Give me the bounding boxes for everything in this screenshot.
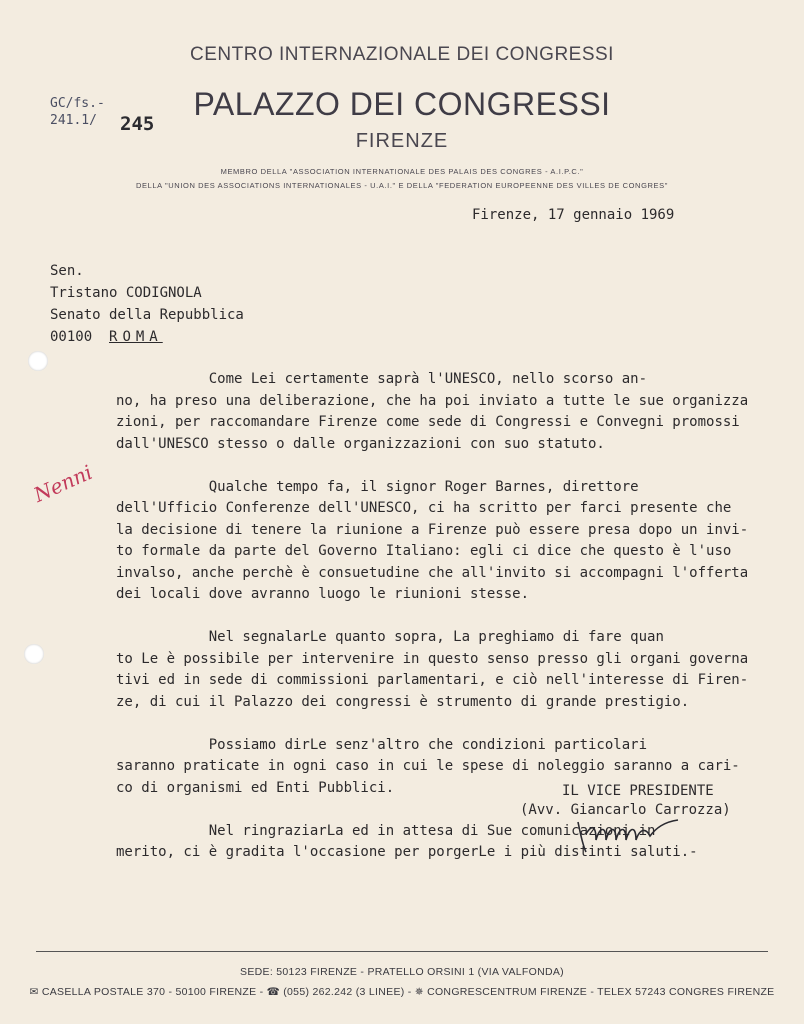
body-line: ze, di cui il Palazzo dei congressi è strumento di grande prestigio. (116, 693, 690, 710)
body-line: dell'Ufficio Conferenze dell'UNESCO, ci ha scritto per farci presente che (116, 500, 732, 516)
reference-number: 245 (120, 113, 155, 135)
body-line: to formale da parte del Governo Italiano: egli ci dice che questo è l'uso (116, 543, 732, 559)
reference-line-1: GC/fs.- (50, 96, 105, 111)
handwritten-signature (570, 812, 700, 857)
body-line: saranno praticate in ogni caso in cui le spese di noleggio saranno a cari- (116, 758, 740, 774)
body-line: Nel ringraziarLa ed in attesa di Sue comunicazioni in (116, 822, 656, 839)
reference-line-2: 241.1/ (50, 113, 97, 128)
recipient-name: Tristano CODIGNOLA (50, 285, 202, 301)
recipient-postcode: 00100 (50, 329, 93, 345)
footer-address: SEDE: 50123 FIRENZE - PRATELLO ORSINI 1 (VIA VALFONDA) (240, 966, 564, 978)
body-line: tivi ed in sede di commissioni parlamentari, e ciò nell'interesse di Firen- (116, 672, 749, 688)
venue-name: PALAZZO DEI CONGRESSI (193, 86, 611, 122)
organization-name: CENTRO INTERNAZIONALE DEI CONGRESSI (190, 44, 614, 65)
recipient-institution: Senato della Repubblica (50, 307, 244, 323)
recipient-city: ROMA (109, 329, 163, 345)
body-line: dei locali dove avranno luogo le riunioni stesse. (116, 586, 530, 602)
body-line: la decisione di tenere la riunione a Firenze può essere presa dopo un invi- (116, 521, 749, 538)
body-line: Come Lei certamente saprà l'UNESCO, nello scorso an- (116, 371, 648, 387)
body-line: Qualche tempo fa, il signor Roger Barnes, direttore (116, 478, 639, 495)
letter-date: Firenze, 17 gennaio 1969 (472, 207, 675, 223)
punch-hole-bottom (24, 644, 44, 664)
body-line: invalso, anche perchè è consuetudine che all'invito si accompagni l'offerta (116, 564, 749, 581)
body-line: no, ha preso una deliberazione, che ha poi inviato a tutte le sue organizza (116, 392, 749, 409)
body-line: to Le è possibile per intervenire in questo senso presso gli organi governa (116, 650, 749, 667)
body-line: merito, ci è gradita l'occasione per porgerLe i più distinti saluti.- (116, 844, 698, 860)
venue-city: FIRENZE (355, 130, 449, 152)
footer-contacts: ✉ CASELLA POSTALE 370 - 50100 FIRENZE - ☎ (055) 262.242 (3 LINEE) - ✵ CONGRESCENTRUM FIRENZE - TELEX 57243 CONGRES FIRENZE (29, 986, 775, 998)
footer-rule (36, 951, 768, 952)
recipient-address (50, 329, 163, 345)
body-line: zioni, per raccomandare Firenze come sede di Congressi e Convegni promossi (116, 414, 740, 430)
body-line: dall'UNESCO stesso o dalle organizzazioni con suo statuto. (116, 435, 605, 452)
membership-line-1: MEMBRO DELLA "ASSOCIATION INTERNATIONALE DES PALAIS DES CONGRES - A.I.P.C." (220, 167, 584, 176)
body-line: co di organismi ed Enti Pubblici. (116, 779, 395, 796)
handwritten-margin-note: Nenni (30, 459, 96, 507)
membership-line-2: DELLA "UNION DES ASSOCIATIONS INTERNATIONALES - U.A.I." E DELLA "FEDERATION EUROPEENNE DES VILLES DE CONGRES" (136, 181, 668, 190)
signatory-name: (Avv. Giancarlo Carrozza) (520, 802, 731, 818)
punch-hole-top (28, 351, 48, 371)
body-line: Possiamo dirLe senz'altro che condizioni particolari (116, 736, 648, 753)
body-line: Nel segnalarLe quanto sopra, La preghiamo di fare quan (116, 629, 664, 645)
signatory-title: IL VICE PRESIDENTE (562, 783, 714, 799)
recipient-title: Sen. (50, 263, 84, 279)
